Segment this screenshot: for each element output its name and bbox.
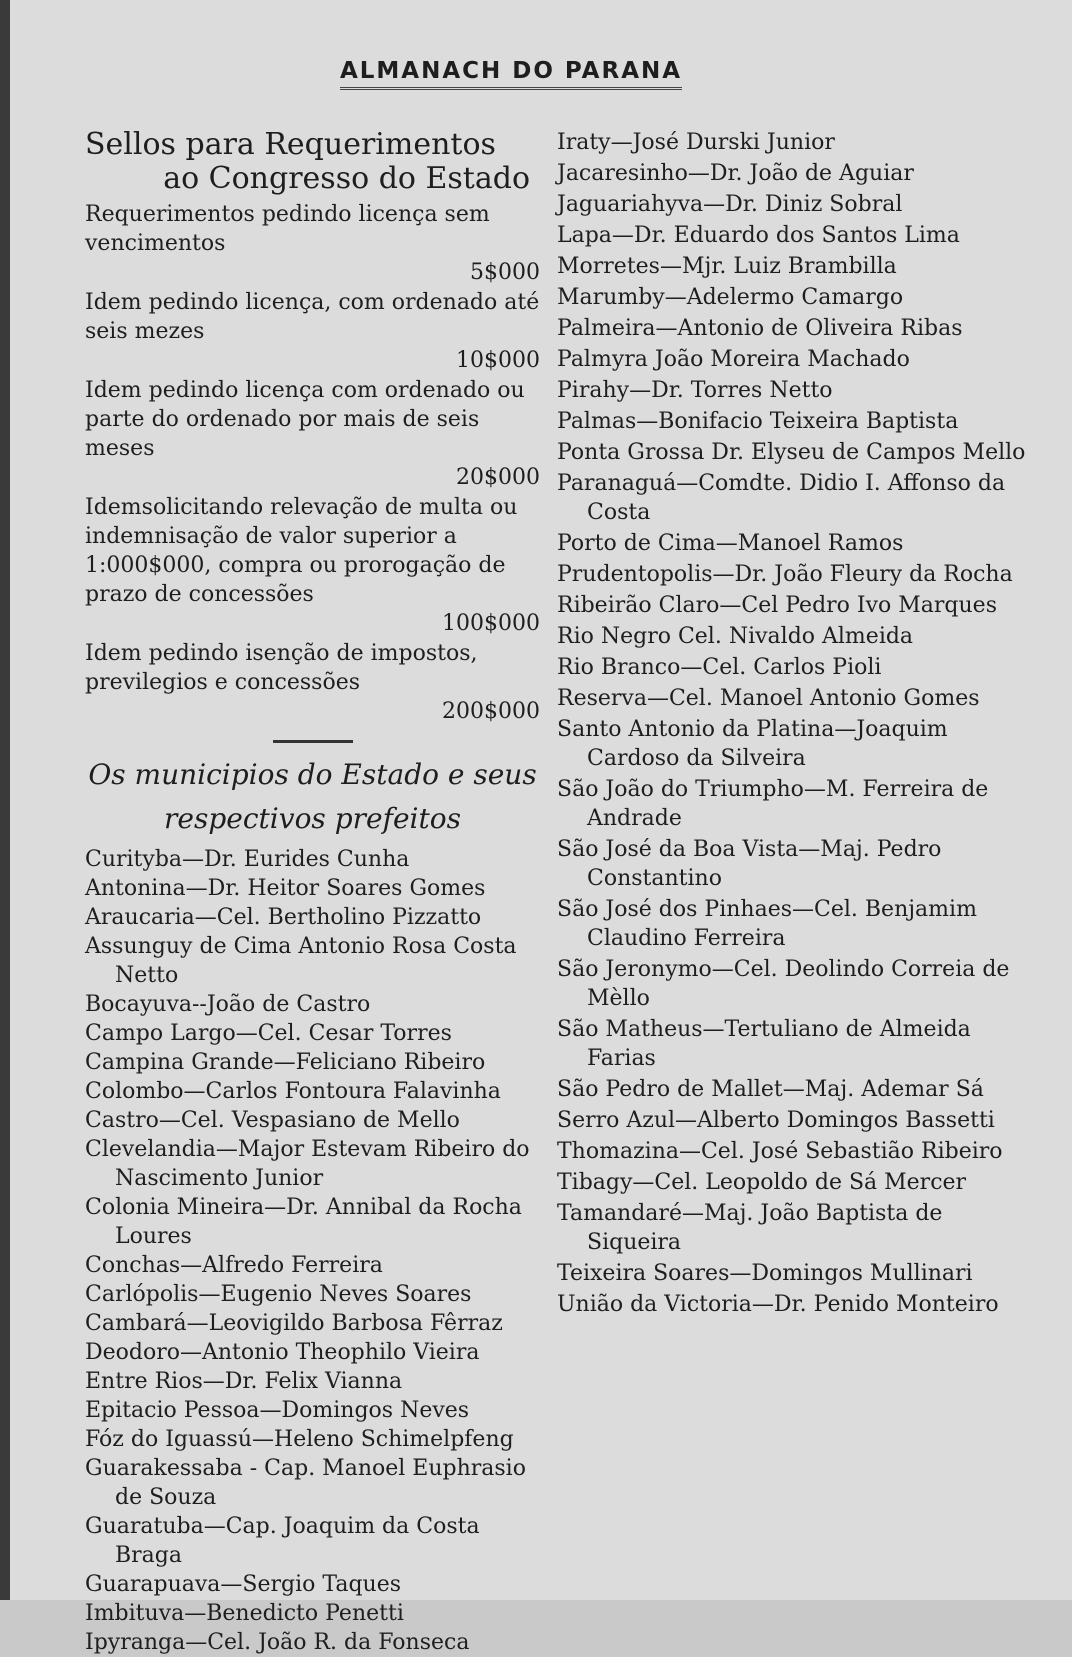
right-column — [557, 124, 1027, 1321]
list-item: Carlópolis—Eugenio Neves Soares — [85, 1282, 472, 1307]
fee-price: 10$000 — [456, 348, 540, 373]
municipios-list-right — [557, 128, 1027, 1319]
municipios-title-line1: Os municipios do Estado e seus — [88, 758, 537, 791]
fee-price-row — [85, 258, 540, 287]
list-item: Curityba—Dr. Eurides Cunha — [85, 847, 410, 872]
list-item: Epitacio Pessoa—Domingos Neves — [85, 1398, 470, 1423]
list-item: Guaratuba—Cap. Joaquim da Costa Braga — [85, 1514, 480, 1568]
list-item: Iraty—José Durski Junior — [557, 130, 835, 155]
fee-item — [85, 288, 540, 375]
fee-price-row — [85, 697, 540, 726]
list-item: Thomazina—Cel. José Sebastião Ribeiro — [557, 1139, 1003, 1164]
list-item: Antonina—Dr. Heitor Soares Gomes — [85, 876, 486, 901]
list-item: Palmyra João Moreira Machado — [557, 347, 910, 372]
left-column — [85, 128, 540, 1657]
list-item: São Pedro de Mallet—Maj. Ademar Sá — [557, 1077, 984, 1102]
list-item: São Jeronymo—Cel. Deolindo Correia de Mèllo — [557, 957, 1010, 1011]
list-item: Palmas—Bonifacio Teixeira Baptista — [557, 409, 959, 434]
fee-text: Requerimentos pedindo licença sem vencimentos — [85, 202, 490, 256]
list-item: Ipyranga—Cel. João R. da Fonseca — [85, 1630, 470, 1655]
fee-price: 200$000 — [442, 699, 540, 724]
list-item: São Matheus—Tertuliano de Almeida Farias — [557, 1017, 971, 1071]
list-item: Colombo—Carlos Fontoura Falavinha — [85, 1079, 501, 1104]
list-item: São José dos Pinhaes—Cel. Benjamim Claudino Ferreira — [557, 897, 977, 951]
fee-price-row — [85, 463, 540, 492]
page-header — [10, 58, 1072, 90]
list-item: Santo Antonio da Platina—Joaquim Cardoso da Silveira — [557, 717, 948, 771]
list-item: Deodoro—Antonio Theophilo Vieira — [85, 1340, 480, 1365]
list-item: Castro—Cel. Vespasiano de Mello — [85, 1108, 460, 1133]
list-item: União da Victoria—Dr. Penido Monteiro — [557, 1292, 999, 1317]
list-item: Cambará—Leovigildo Barbosa Fêrraz — [85, 1311, 503, 1336]
list-item: Bocayuva--João de Castro — [85, 992, 371, 1017]
fee-item — [85, 639, 540, 726]
municipios-list-left — [85, 845, 540, 1657]
fee-price: 5$000 — [470, 260, 540, 285]
list-item: Fóz do Iguassú—Heleno Schimelpfeng — [85, 1427, 514, 1452]
list-item: Campina Grande—Feliciano Ribeiro — [85, 1050, 486, 1075]
fees-list — [85, 200, 540, 726]
list-item: Ponta Grossa Dr. Elyseu de Campos Mello — [557, 440, 1026, 465]
list-item: Palmeira—Antonio de Oliveira Ribas — [557, 316, 963, 341]
list-item: Conchas—Alfredo Ferreira — [85, 1253, 383, 1278]
list-item: Tibagy—Cel. Leopoldo de Sá Mercer — [557, 1170, 967, 1195]
fees-title-line2: ao Congresso do Estado — [163, 161, 530, 196]
list-item: Entre Rios—Dr. Felix Vianna — [85, 1369, 403, 1394]
fee-price: 100$000 — [442, 611, 540, 636]
list-item: Pirahy—Dr. Torres Netto — [557, 378, 833, 403]
fee-text: Idem pedindo licença com ordenado ou parte do ordenado por mais de seis meses — [85, 378, 525, 461]
fee-text: Idemsolicitando relevação de multa ou indemnisação de valor superior a 1:000$000, compra ou prorogação de prazo de concessões — [85, 495, 518, 607]
fees-title-line1: Sellos para Requerimentos — [85, 127, 496, 162]
list-item: Assunguy de Cima Antonio Rosa Costa Netto — [85, 934, 517, 988]
list-item: Marumby—Adelermo Camargo — [557, 285, 904, 310]
municipios-title-line2: respectivos prefeitos — [164, 802, 461, 835]
fee-item — [85, 493, 540, 638]
fee-item — [85, 376, 540, 492]
list-item: Guarapuava—Sergio Taques — [85, 1572, 402, 1597]
list-item: Jaguariahyva—Dr. Diniz Sobral — [557, 192, 903, 217]
page-title: ALMANACH DO PARANA — [340, 58, 682, 90]
list-item: Imbituva—Benedicto Penetti — [85, 1601, 404, 1626]
list-item: Guarakessaba - Cap. Manoel Euphrasio de Souza — [85, 1456, 526, 1510]
list-item: Lapa—Dr. Eduardo dos Santos Lima — [557, 223, 960, 248]
section-divider — [273, 740, 353, 743]
list-item: Paranaguá—Comdte. Didio I. Affonso da Costa — [557, 471, 1006, 525]
list-item: São João do Triumpho—M. Ferreira de Andrade — [557, 777, 989, 831]
fee-text: Idem pedindo isenção de impostos, previlegios e concessões — [85, 641, 478, 695]
list-item: Rio Branco—Cel. Carlos Pioli — [557, 655, 882, 680]
list-item: Tamandaré—Maj. João Baptista de Siqueira — [557, 1201, 943, 1255]
fees-section-title — [85, 128, 540, 196]
fee-text: Idem pedindo licença, com ordenado até seis mezes — [85, 290, 540, 344]
list-item: Prudentopolis—Dr. João Fleury da Rocha — [557, 562, 1013, 587]
municipios-section-title — [85, 753, 540, 841]
list-item: Clevelandia—Major Estevam Ribeiro do Nascimento Junior — [85, 1137, 530, 1191]
list-item: Reserva—Cel. Manoel Antonio Gomes — [557, 686, 980, 711]
list-item: Rio Negro Cel. Nivaldo Almeida — [557, 624, 914, 649]
list-item: Araucaria—Cel. Bertholino Pizzatto — [85, 905, 482, 930]
fee-item — [85, 200, 540, 287]
list-item: Colonia Mineira—Dr. Annibal da Rocha Loures — [85, 1195, 522, 1249]
list-item: Serro Azul—Alberto Domingos Bassetti — [557, 1108, 995, 1133]
list-item: Campo Largo—Cel. Cesar Torres — [85, 1021, 452, 1046]
list-item: Morretes—Mjr. Luiz Brambilla — [557, 254, 897, 279]
list-item: Jacaresinho—Dr. João de Aguiar — [557, 161, 914, 186]
fee-price-row — [85, 609, 540, 638]
fee-price: 20$000 — [456, 465, 540, 490]
list-item: Ribeirão Claro—Cel Pedro Ivo Marques — [557, 593, 997, 618]
list-item: Porto de Cima—Manoel Ramos — [557, 531, 904, 556]
fee-price-row — [85, 346, 540, 375]
list-item: Teixeira Soares—Domingos Mullinari — [557, 1261, 973, 1286]
list-item: São José da Boa Vista—Maj. Pedro Constantino — [557, 837, 942, 891]
